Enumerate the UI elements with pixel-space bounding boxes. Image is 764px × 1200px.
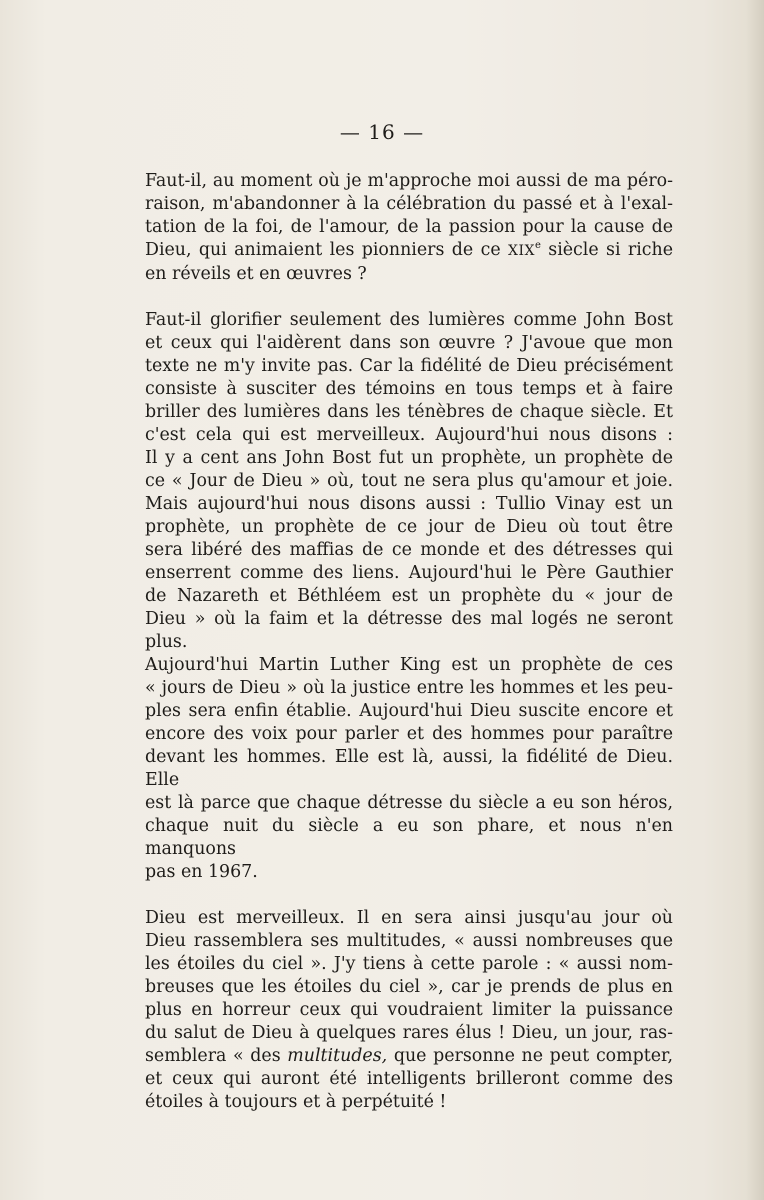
text-line: chaque nuit du siècle a eu son phare, et nous n'en manquons	[145, 816, 673, 859]
text-line: de Nazareth et Béthléem est un prophète du « jour de	[145, 586, 673, 606]
text-line: les étoiles du ciel ». J'y tiens à cette parole : « aussi nom-	[145, 954, 673, 974]
text-line: étoiles à toujours et à perpétuité !	[145, 1092, 447, 1112]
text-line: Aujourd'hui Martin Luther King est un prophète de ces	[145, 655, 673, 675]
text-line: encore des voix pour parler et des hommes pour paraître	[145, 724, 673, 744]
text-line: semblera « des multitudes, que personne ne peut compter,	[145, 1046, 673, 1066]
text-line: pas en 1967.	[145, 862, 258, 882]
text-line: raison, m'abandonner à la célébration du passé et à l'exal-	[145, 194, 673, 214]
text-line: Dieu rassemblera ses multitudes, « aussi nombreuses que	[145, 931, 673, 951]
body-text	[145, 170, 673, 1114]
text-line: Dieu est merveilleux. Il en sera ainsi jusqu'au jour où	[145, 908, 673, 928]
text-line: Mais aujourd'hui nous disons aussi : Tullio Vinay est un	[145, 494, 673, 514]
paragraph-2	[145, 309, 673, 884]
page-edge-shadow	[746, 0, 764, 1200]
text-line: plus en horreur ceux qui voudraient limiter la puissance	[145, 1000, 673, 1020]
text-line: ce « Jour de Dieu » où, tout ne sera plus qu'amour et joie.	[145, 471, 673, 491]
text-line: et ceux qui l'aidèrent dans son œuvre ? J'avoue que mon	[145, 333, 673, 353]
text-line: enserrent comme des liens. Aujourd'hui le Père Gauthier	[145, 563, 673, 583]
text-line: Faut-il, au moment où je m'approche moi aussi de ma péro-	[145, 171, 673, 191]
text-line: est là parce que chaque détresse du siècle a eu son héros,	[145, 793, 673, 813]
text-line: « jours de Dieu » où la justice entre les hommes et les peu-	[145, 678, 673, 698]
text-line: Dieu, qui animaient les pionniers de ce XIXe siècle si riche	[145, 240, 673, 260]
text-line: breuses que les étoiles du ciel », car je prends de plus en	[145, 977, 673, 997]
text-line: Faut-il glorifier seulement des lumières comme John Bost	[145, 310, 673, 330]
text-line: c'est cela qui est merveilleux. Aujourd'hui nous disons :	[145, 425, 673, 445]
page-number: — 16 —	[339, 120, 425, 144]
text-line: tation de la foi, de l'amour, de la passion pour la cause de	[145, 217, 673, 237]
text-line: Dieu » où la faim et la détresse des mal logés ne seront plus.	[145, 609, 673, 652]
text-line: texte ne m'y invite pas. Car la fidélité de Dieu précisément	[145, 356, 673, 376]
paragraph-3	[145, 907, 673, 1114]
text-line: du salut de Dieu à quelques rares élus ! Dieu, un jour, ras-	[145, 1023, 673, 1043]
text-line: consiste à susciter des témoins en tous temps et à faire	[145, 379, 673, 399]
text-line: devant les hommes. Elle est là, aussi, la fidélité de Dieu. Elle	[145, 747, 673, 790]
text-line: ples sera enfin établie. Aujourd'hui Dieu suscite encore et	[145, 701, 673, 721]
paragraph-1	[145, 170, 673, 286]
text-line: Il y a cent ans John Bost fut un prophète, un prophète de	[145, 448, 673, 468]
text-line: et ceux qui auront été intelligents brilleront comme des	[145, 1069, 673, 1089]
text-line: en réveils et en œuvres ?	[145, 264, 367, 284]
text-line: prophète, un prophète de ce jour de Dieu où tout être	[145, 517, 673, 537]
text-line: sera libéré des maffias de ce monde et des détresses qui	[145, 540, 673, 560]
text-line: briller des lumières dans les ténèbres de chaque siècle. Et	[145, 402, 673, 422]
